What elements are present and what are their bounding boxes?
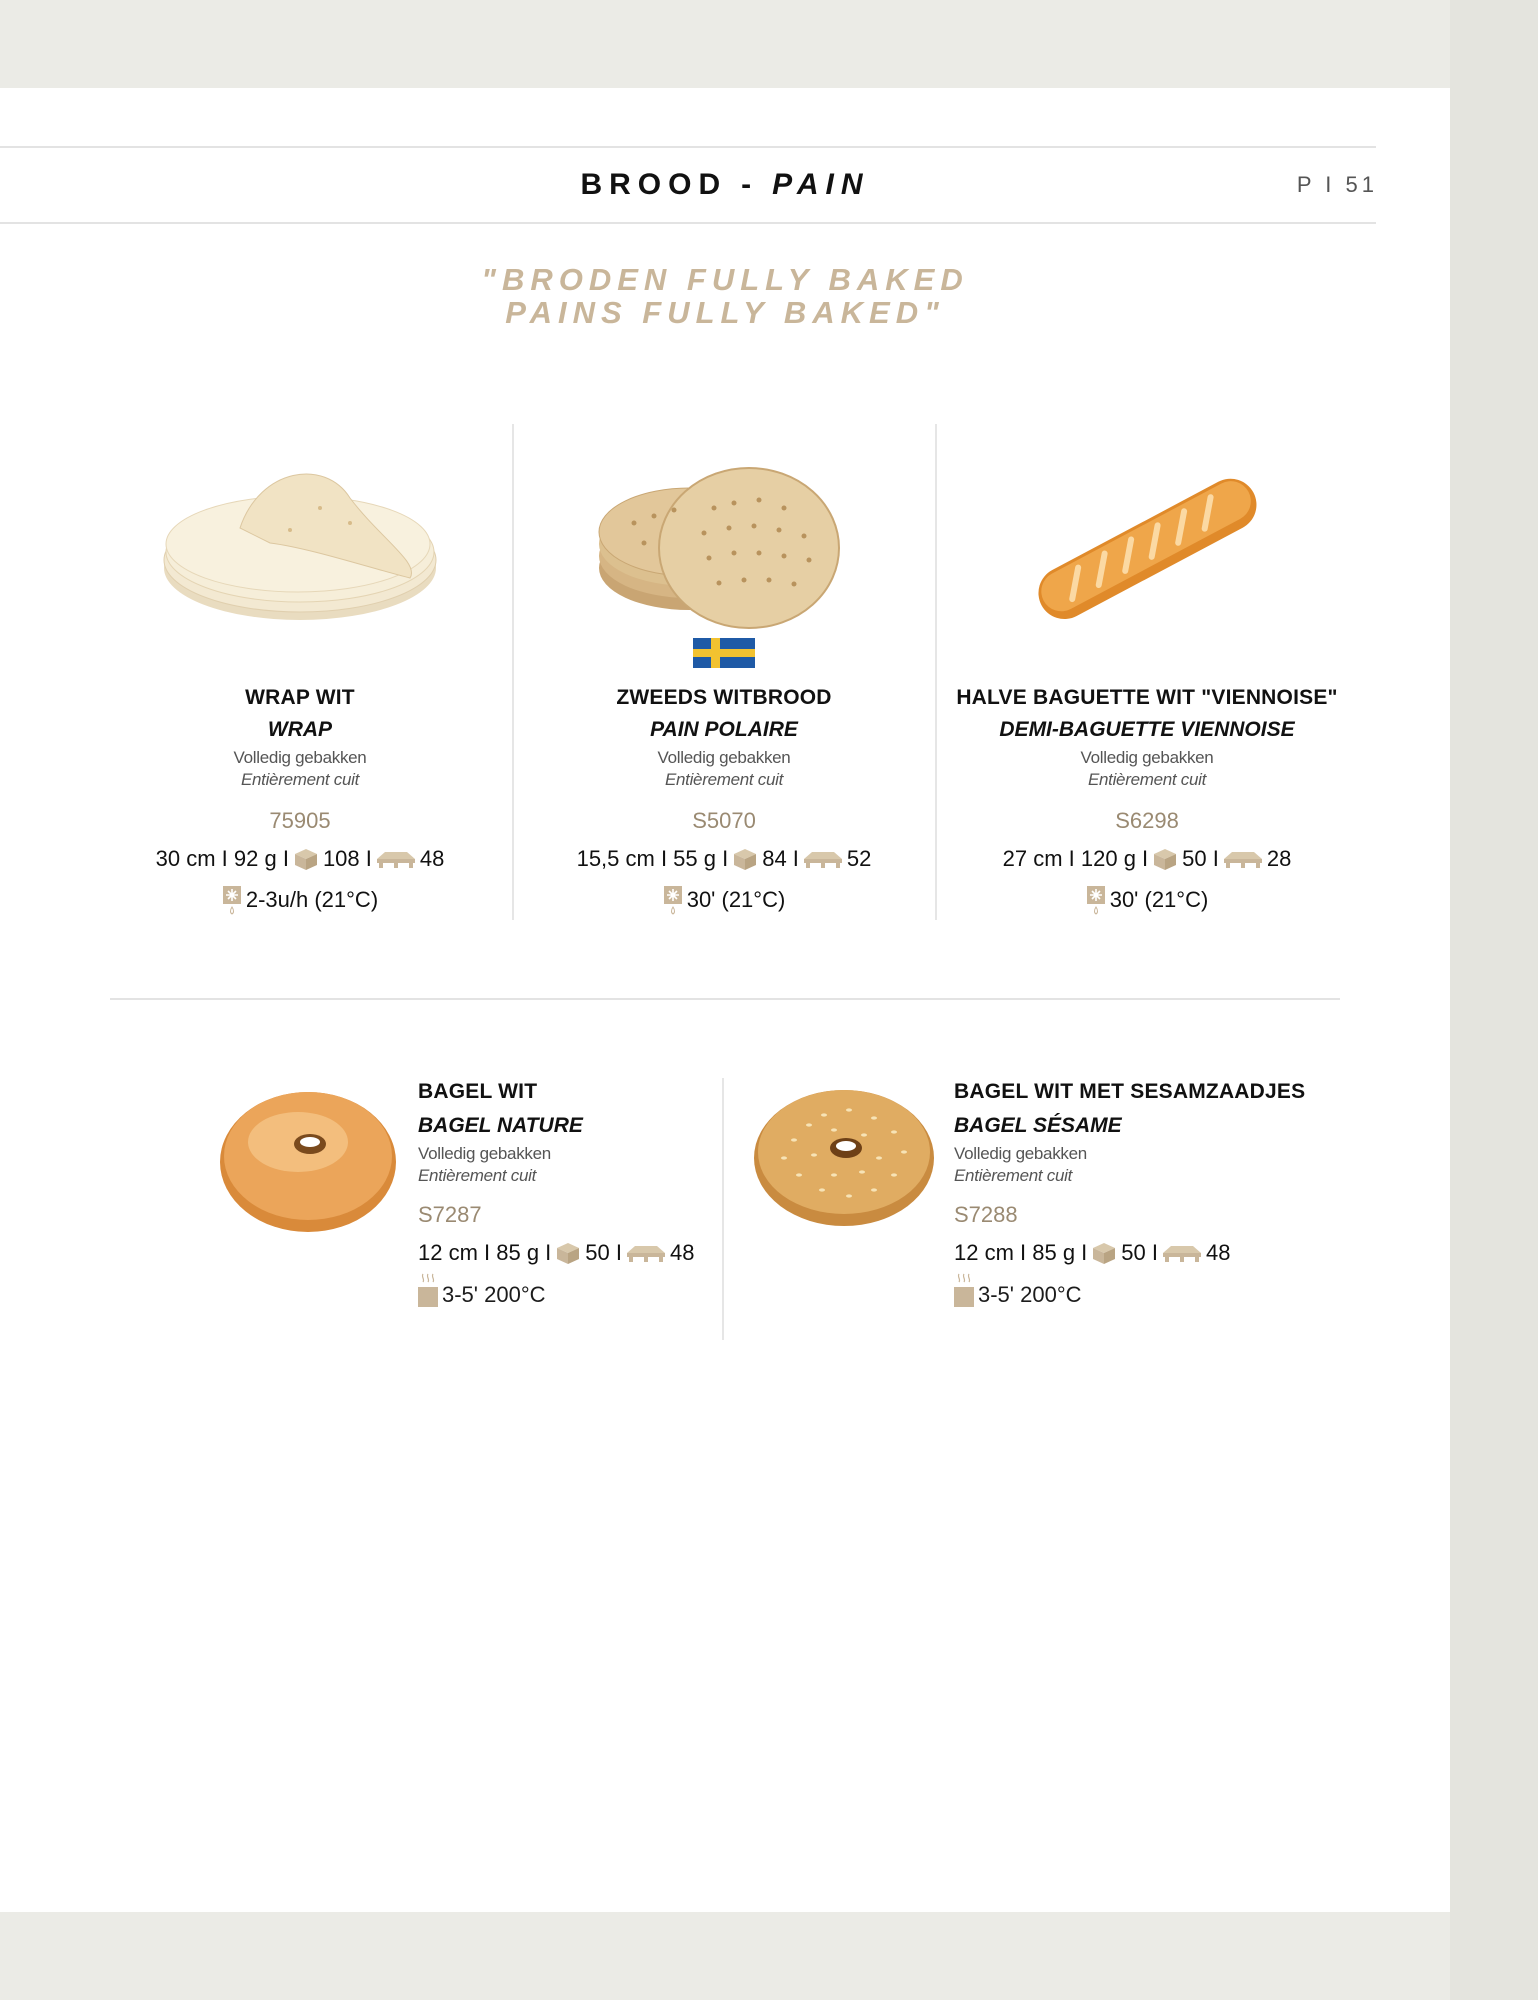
thaw-icon xyxy=(222,884,242,916)
product-description-fr: Entièrement cuit xyxy=(240,770,360,789)
preparation-time: 30' (21°C) xyxy=(1109,887,1209,912)
pallet-count: 48 xyxy=(419,846,445,871)
product-name-fr: PAIN POLAIRE xyxy=(650,718,798,741)
product-description-nl: Volledig gebakken xyxy=(418,1144,551,1163)
header-top-rule xyxy=(0,146,1376,148)
pallet-icon xyxy=(625,1243,667,1263)
product-name-fr: WRAP xyxy=(267,718,333,741)
product-code: 75905 xyxy=(269,808,331,833)
product-name-nl: ZWEEDS WITBROOD xyxy=(616,686,832,709)
product-description-nl: Volledig gebakken xyxy=(1080,748,1214,767)
bagel-details xyxy=(954,1080,1334,1308)
bagel-details xyxy=(418,1080,798,1308)
box-icon xyxy=(1090,1240,1118,1266)
product-name-nl: BAGEL WIT xyxy=(418,1080,538,1103)
wrap-image xyxy=(90,418,510,638)
size-weight: 12 cm I 85 g I xyxy=(954,1240,1088,1265)
product-code: S6298 xyxy=(1115,808,1179,833)
box-icon xyxy=(554,1240,582,1266)
pallet-icon xyxy=(375,849,417,869)
size-weight: 30 cm I 92 g I xyxy=(155,846,289,871)
preparation xyxy=(514,884,934,916)
pallet-count: 28 xyxy=(1266,846,1292,871)
thaw-icon xyxy=(1086,884,1106,916)
background-strip xyxy=(1450,0,1538,2000)
page-number: P I 51 xyxy=(1296,172,1378,197)
product-specs xyxy=(90,846,510,872)
product-description-fr: Entièrement cuit xyxy=(418,1166,537,1185)
subtitle-line-1: "BRODEN FULLY BAKED xyxy=(481,262,969,297)
product-card-halve-baguette xyxy=(937,418,1357,916)
preparation xyxy=(418,1272,798,1308)
pallet-icon xyxy=(1161,1243,1203,1263)
product-card-zweeds-witbrood xyxy=(514,418,934,916)
oven-icon xyxy=(954,1272,974,1308)
header-bottom-rule xyxy=(0,222,1376,224)
title-fr: PAIN xyxy=(772,168,870,201)
preparation xyxy=(954,1272,1334,1308)
baguette-image xyxy=(937,418,1357,638)
thaw-icon xyxy=(663,884,683,916)
size-weight: 27 cm I 120 g I xyxy=(1002,846,1149,871)
bagel-image xyxy=(218,1080,408,1240)
section-subtitle xyxy=(0,263,1450,329)
product-description-nl: Volledig gebakken xyxy=(233,748,367,767)
box-count: 50 I xyxy=(1121,1240,1158,1265)
page-title xyxy=(0,168,1450,202)
catalog-page xyxy=(0,88,1450,1912)
size-weight: 15,5 cm I 55 g I xyxy=(576,846,729,871)
pallet-count: 52 xyxy=(846,846,872,871)
pallet-count: 48 xyxy=(670,1240,695,1265)
product-card-wrap xyxy=(90,418,510,916)
product-description-nl: Volledig gebakken xyxy=(657,748,791,767)
pallet-count: 48 xyxy=(1206,1240,1231,1265)
pain-polaire-image xyxy=(514,418,934,638)
product-code: S7287 xyxy=(418,1202,482,1227)
preparation-time: 3-5' 200°C xyxy=(978,1282,1082,1307)
box-count: 50 I xyxy=(1182,846,1219,871)
oven-icon xyxy=(418,1272,438,1308)
sesame-bagel-image xyxy=(754,1080,944,1240)
sweden-flag-icon xyxy=(514,638,934,678)
product-name-nl: HALVE BAGUETTE WIT "VIENNOISE" xyxy=(956,686,1338,709)
product-specs xyxy=(954,1240,1334,1266)
product-code: S5070 xyxy=(692,808,756,833)
product-specs xyxy=(514,846,934,872)
product-name-fr: BAGEL NATURE xyxy=(418,1114,583,1137)
product-description-nl: Volledig gebakken xyxy=(954,1144,1087,1163)
pallet-icon xyxy=(1222,849,1264,869)
product-code: S7288 xyxy=(954,1202,1018,1227)
product-name-fr: BAGEL SÉSAME xyxy=(954,1114,1122,1137)
product-name-nl: WRAP WIT xyxy=(245,686,355,709)
title-separator: - xyxy=(741,168,759,201)
box-icon xyxy=(731,846,759,872)
pallet-icon xyxy=(802,849,844,869)
product-name-fr: DEMI-BAGUETTE VIENNOISE xyxy=(999,718,1295,741)
box-count: 84 I xyxy=(762,846,799,871)
preparation-time: 30' (21°C) xyxy=(686,887,786,912)
box-icon xyxy=(1151,846,1179,872)
product-specs xyxy=(937,846,1357,872)
product-description-fr: Entièrement cuit xyxy=(954,1166,1073,1185)
product-description-fr: Entièrement cuit xyxy=(664,770,784,789)
product-specs xyxy=(418,1240,798,1266)
product-description-fr: Entièrement cuit xyxy=(1087,770,1207,789)
preparation-time: 2-3u/h (21°C) xyxy=(245,887,379,912)
preparation xyxy=(937,884,1357,916)
box-count: 50 I xyxy=(585,1240,622,1265)
box-icon xyxy=(292,846,320,872)
preparation-time: 3-5' 200°C xyxy=(442,1282,546,1307)
row-divider xyxy=(110,998,1340,1000)
subtitle-line-2: PAINS FULLY BAKED" xyxy=(505,295,945,330)
product-name-nl: BAGEL WIT MET SESAMZAADJES xyxy=(954,1080,1306,1103)
title-nl: BROOD xyxy=(580,168,728,201)
preparation xyxy=(90,884,510,916)
box-count: 108 I xyxy=(322,846,372,871)
size-weight: 12 cm I 85 g I xyxy=(418,1240,552,1265)
